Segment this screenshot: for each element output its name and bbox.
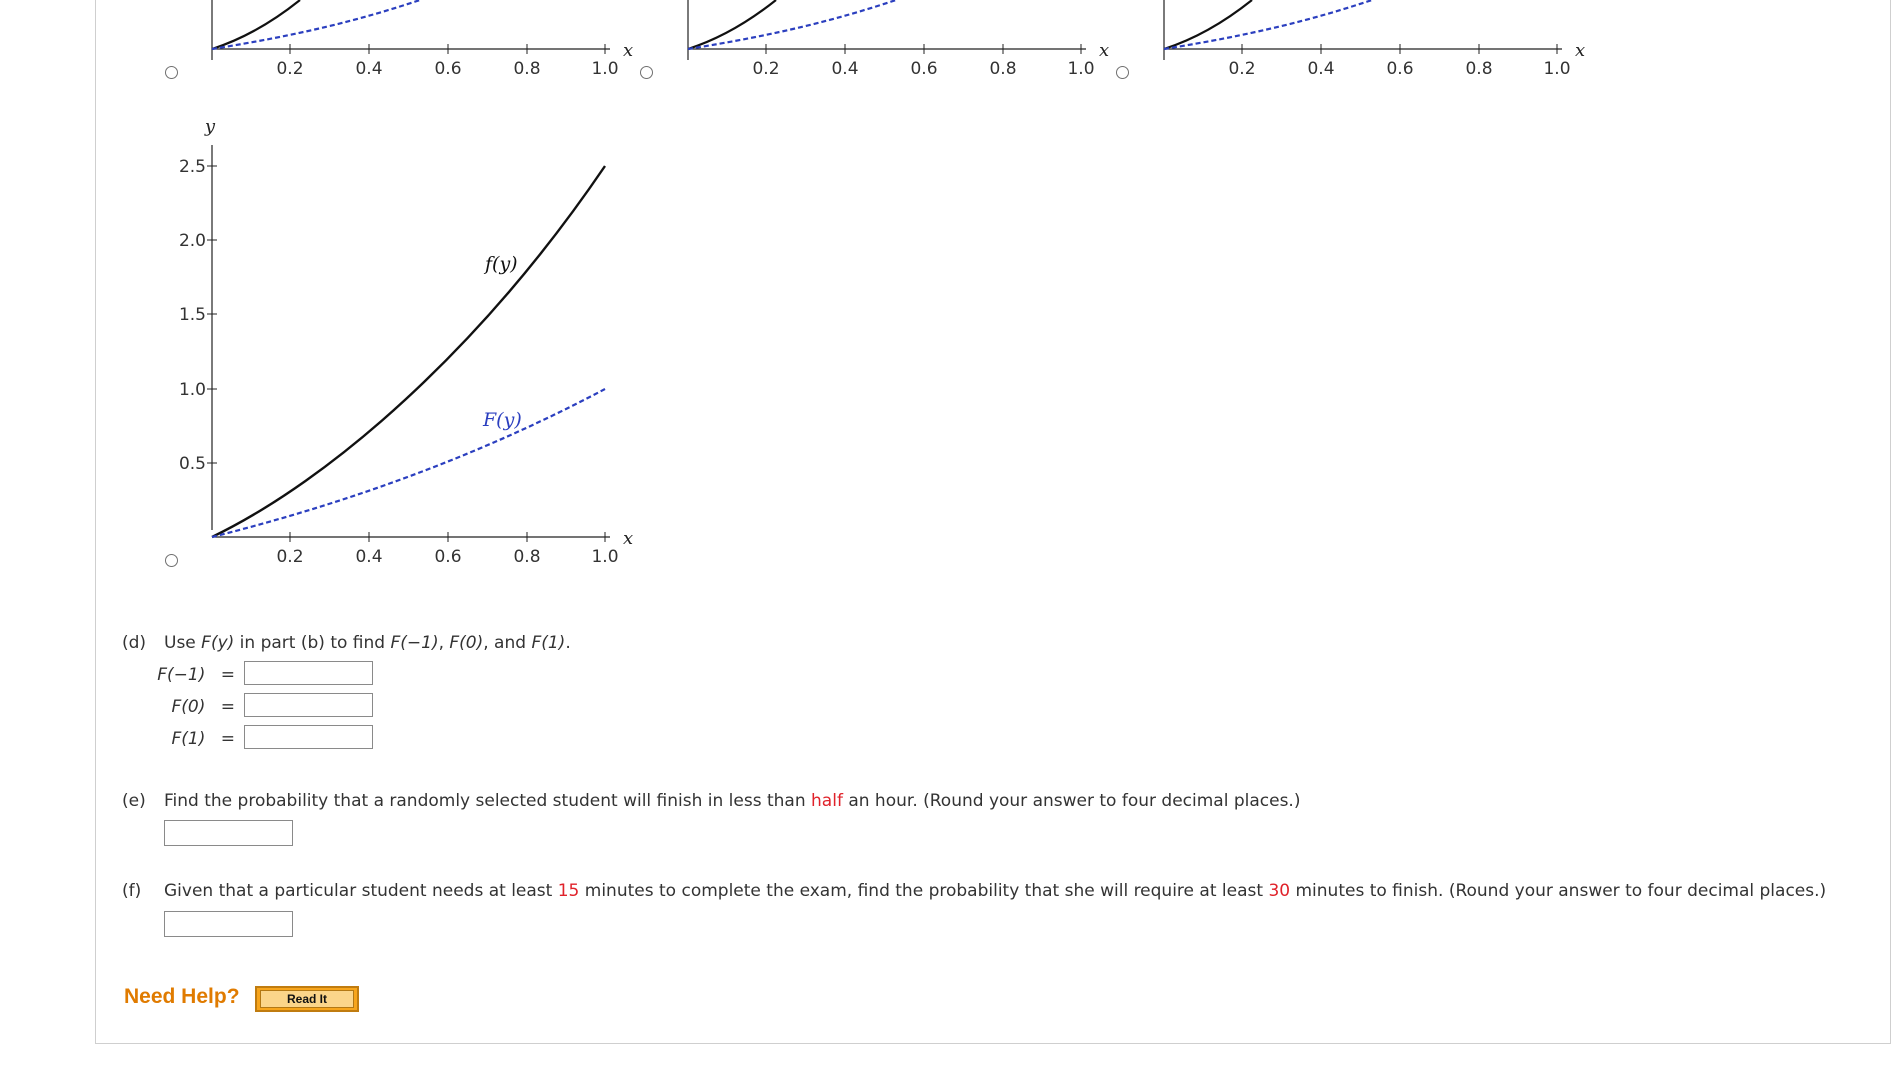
part-e-letter: (e) — [122, 791, 146, 811]
x-tick-label: 0.6 — [910, 59, 938, 79]
part-f-letter: (f) — [122, 881, 142, 901]
y-tick-label: 0.5 — [178, 454, 206, 474]
x-tick-label: 0.4 — [1307, 59, 1335, 79]
x-tick-label: 0.8 — [513, 547, 541, 567]
x-tick-label: 0.8 — [1465, 59, 1493, 79]
x-tick-label: 0.6 — [434, 547, 462, 567]
y-tick-label: 1.5 — [178, 305, 206, 325]
F-curve — [1164, 0, 1372, 49]
F-curve — [212, 389, 605, 537]
part-e-input[interactable] — [164, 820, 293, 846]
x-axis-label: x — [623, 40, 634, 61]
F-1-input[interactable] — [244, 725, 373, 749]
f-curve-label: f(y) — [485, 253, 518, 275]
x-tick-label: 0.6 — [434, 59, 462, 79]
graph-option-2 — [636, 0, 1136, 80]
x-axis-label: x — [1575, 40, 1586, 61]
graph-option-4 — [160, 110, 680, 570]
x-tick-label: 0.4 — [355, 547, 383, 567]
read-it-button[interactable] — [255, 986, 359, 1012]
y-tick-label: 2.5 — [178, 157, 206, 177]
F-minus-1-input[interactable] — [244, 661, 373, 685]
part-d-letter: (d) — [122, 633, 147, 653]
x-tick-label: 1.0 — [1543, 59, 1571, 79]
f-curve — [212, 166, 605, 537]
F-curve-label: F(y) — [483, 409, 522, 431]
graph-option-3 — [1112, 0, 1612, 80]
need-help-label: Need Help? — [124, 985, 240, 1008]
x-tick-label: 1.0 — [591, 547, 619, 567]
x-tick-label: 0.4 — [831, 59, 859, 79]
radio-option-1[interactable] — [165, 66, 178, 79]
x-axis-label: x — [1099, 40, 1110, 61]
y-axis-label: y — [204, 116, 216, 137]
x-tick-label: 0.2 — [276, 547, 304, 567]
F-1-label: F(1) = — [171, 729, 235, 749]
x-tick-label: 0.8 — [989, 59, 1017, 79]
x-tick-label: 1.0 — [591, 59, 619, 79]
x-tick-label: 0.2 — [276, 59, 304, 79]
x-tick-label: 0.2 — [752, 59, 780, 79]
part-f-input[interactable] — [164, 911, 293, 937]
radio-option-2[interactable] — [640, 66, 653, 79]
radio-option-3[interactable] — [1116, 66, 1129, 79]
x-tick-label: 0.8 — [513, 59, 541, 79]
F-minus-1-label: F(−1) = — [157, 665, 235, 685]
F-curve — [212, 0, 420, 49]
x-tick-label: 0.4 — [355, 59, 383, 79]
x-tick-label: 1.0 — [1067, 59, 1095, 79]
y-tick-label: 2.0 — [178, 231, 206, 251]
read-it-label: Read It — [260, 990, 354, 1008]
x-tick-label: 0.6 — [1386, 59, 1414, 79]
x-tick-label: 0.2 — [1228, 59, 1256, 79]
y-tick-label: 1.0 — [178, 380, 206, 400]
F-curve — [688, 0, 896, 49]
radio-option-4[interactable] — [165, 554, 178, 567]
F-0-input[interactable] — [244, 693, 373, 717]
graph-option-1 — [160, 0, 660, 80]
F-0-label: F(0) = — [171, 697, 235, 717]
x-axis-label: x — [623, 528, 634, 549]
